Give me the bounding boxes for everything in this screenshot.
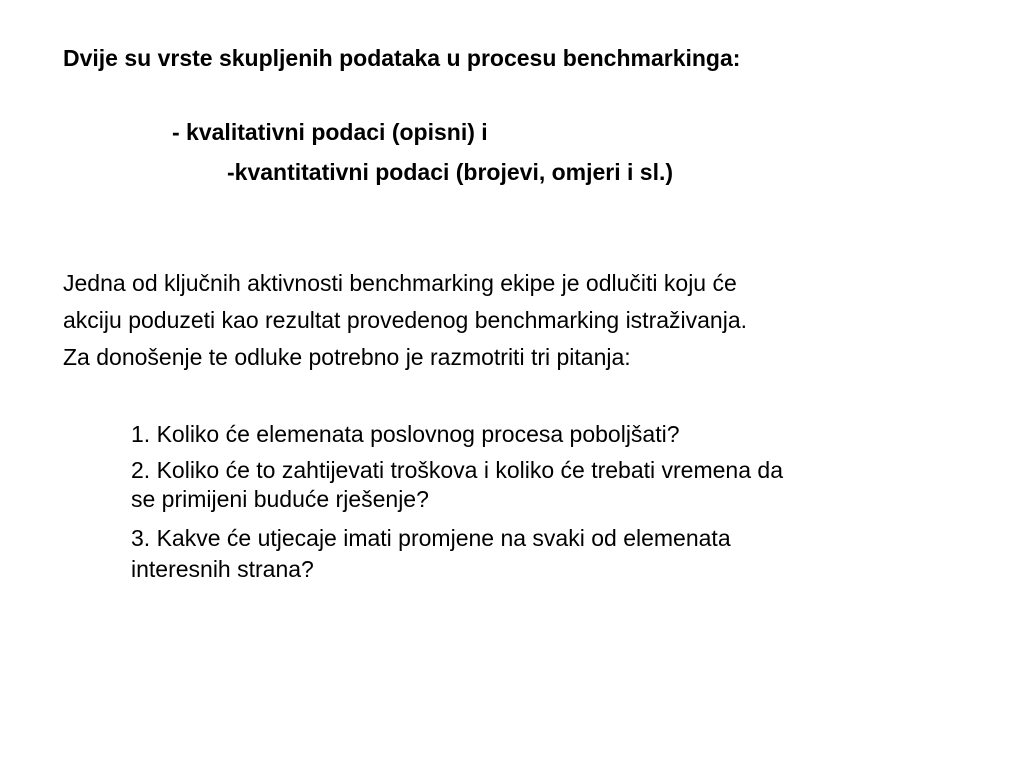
paragraph-line: Za donošenje te odluke potrebno je razmotriti tri pitanja: [63, 344, 631, 370]
question-2-line-2: se primijeni buduće rješenje? [131, 486, 429, 512]
question-3-line-1: 3. Kakve će utjecaje imati promjene na svaki od elemenata [131, 525, 731, 551]
paragraph-line: Jedna od ključnih aktivnosti benchmarking ekipe je odlučiti koju će [63, 270, 737, 296]
data-type-qualitative: - kvalitativni podaci (opisni) i [172, 119, 488, 145]
question-1: 1. Koliko će elemenata poslovnog procesa poboljšati? [131, 421, 680, 447]
paragraph-line: akciju poduzeti kao rezultat provedenog benchmarking istraživanja. [63, 307, 748, 333]
question-2-line-1: 2. Koliko će to zahtijevati troškova i koliko će trebati vremena da [131, 457, 783, 483]
question-3-line-2: interesnih strana? [131, 556, 314, 582]
data-type-quantitative: -kvantitativni podaci (brojevi, omjeri i sl.) [227, 159, 674, 185]
slide-heading: Dvije su vrste skupljenih podataka u procesu benchmarkinga: [63, 45, 741, 71]
